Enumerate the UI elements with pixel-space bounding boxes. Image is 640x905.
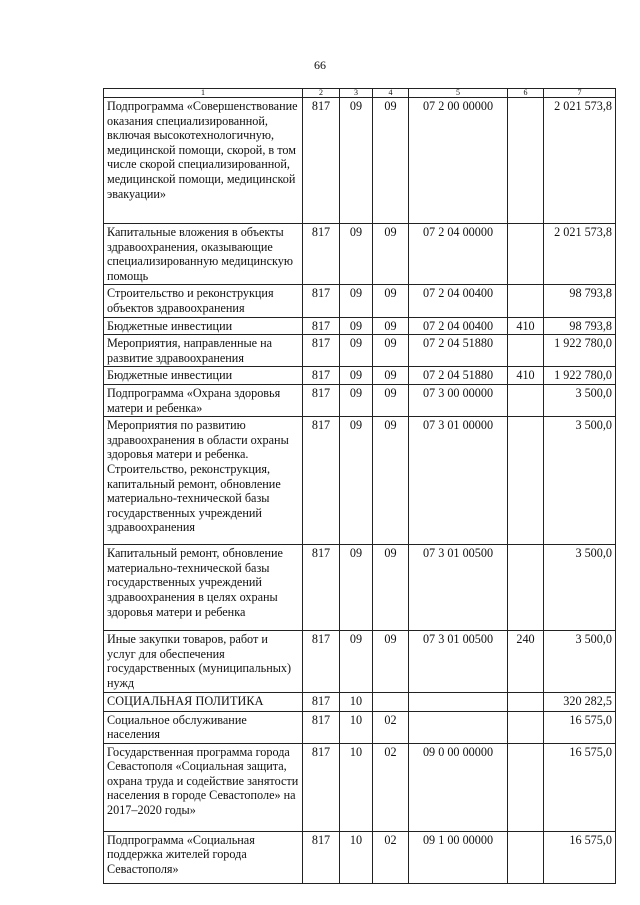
row-name: Мероприятия по развитию здравоохранения в области охраны здоровья матери и ребенка. Строительство, реконструкция, капитальный ремонт, обновление материально-технической базы государственных учреждений здравоохранения bbox=[104, 417, 303, 545]
target-article-code: 07 2 04 00400 bbox=[409, 317, 508, 335]
table-row bbox=[104, 631, 616, 692]
column-number: 5 bbox=[409, 89, 508, 98]
amount: 3 500,0 bbox=[544, 384, 616, 416]
row-name: Социальное обслуживание населения bbox=[104, 711, 303, 743]
table-row bbox=[104, 545, 616, 631]
amount: 98 793,8 bbox=[544, 317, 616, 335]
section-code: 09 bbox=[340, 384, 373, 416]
subsection-code: 09 bbox=[373, 224, 409, 285]
column-number: 1 bbox=[104, 89, 303, 98]
ministry-code: 817 bbox=[303, 367, 340, 385]
ministry-code: 817 bbox=[303, 631, 340, 692]
expense-type-code bbox=[508, 98, 544, 224]
row-name: Подпрограмма «Социальная поддержка жителей города Севастополя» bbox=[104, 831, 303, 883]
amount: 2 021 573,8 bbox=[544, 98, 616, 224]
amount: 1 922 780,0 bbox=[544, 335, 616, 367]
column-number: 7 bbox=[544, 89, 616, 98]
section-code: 09 bbox=[340, 98, 373, 224]
amount: 320 282,5 bbox=[544, 692, 616, 711]
section-code: 10 bbox=[340, 692, 373, 711]
target-article-code: 07 3 01 00000 bbox=[409, 417, 508, 545]
expense-type-code bbox=[508, 692, 544, 711]
section-code: 09 bbox=[340, 285, 373, 317]
expense-type-code bbox=[508, 545, 544, 631]
target-article-code: 07 3 01 00500 bbox=[409, 545, 508, 631]
expense-type-code: 410 bbox=[508, 317, 544, 335]
ministry-code: 817 bbox=[303, 335, 340, 367]
ministry-code: 817 bbox=[303, 545, 340, 631]
ministry-code: 817 bbox=[303, 317, 340, 335]
target-article-code: 07 2 04 51880 bbox=[409, 335, 508, 367]
section-code: 09 bbox=[340, 335, 373, 367]
table-row bbox=[104, 711, 616, 743]
target-article-code bbox=[409, 692, 508, 711]
section-code: 09 bbox=[340, 417, 373, 545]
expense-type-code bbox=[508, 285, 544, 317]
section-code: 09 bbox=[340, 631, 373, 692]
row-name: Бюджетные инвестиции bbox=[104, 317, 303, 335]
table-row bbox=[104, 224, 616, 285]
subsection-code bbox=[373, 692, 409, 711]
table-row bbox=[104, 335, 616, 367]
target-article-code: 07 3 00 00000 bbox=[409, 384, 508, 416]
subsection-code: 09 bbox=[373, 384, 409, 416]
target-article-code: 09 1 00 00000 bbox=[409, 831, 508, 883]
ministry-code: 817 bbox=[303, 831, 340, 883]
row-name: Капитальный ремонт, обновление материально-технической базы государственных учреждений здравоохранения в целях охраны здоровья матери и ребенка bbox=[104, 545, 303, 631]
budget-table bbox=[103, 88, 616, 884]
amount: 1 922 780,0 bbox=[544, 367, 616, 385]
section-code: 10 bbox=[340, 711, 373, 743]
ministry-code: 817 bbox=[303, 285, 340, 317]
target-article-code bbox=[409, 711, 508, 743]
target-article-code: 09 0 00 00000 bbox=[409, 743, 508, 831]
table-row bbox=[104, 417, 616, 545]
row-name: Бюджетные инвестиции bbox=[104, 367, 303, 385]
subsection-code: 02 bbox=[373, 711, 409, 743]
target-article-code: 07 2 04 00000 bbox=[409, 224, 508, 285]
row-name: Мероприятия, направленные на развитие здравоохранения bbox=[104, 335, 303, 367]
table-row bbox=[104, 384, 616, 416]
subsection-code: 09 bbox=[373, 98, 409, 224]
amount: 98 793,8 bbox=[544, 285, 616, 317]
column-number: 6 bbox=[508, 89, 544, 98]
section-code: 09 bbox=[340, 317, 373, 335]
expense-type-code bbox=[508, 384, 544, 416]
ministry-code: 817 bbox=[303, 417, 340, 545]
subsection-code: 09 bbox=[373, 285, 409, 317]
subsection-code: 09 bbox=[373, 317, 409, 335]
amount: 3 500,0 bbox=[544, 631, 616, 692]
row-name: СОЦИАЛЬНАЯ ПОЛИТИКА bbox=[104, 692, 303, 711]
target-article-code: 07 2 00 00000 bbox=[409, 98, 508, 224]
ministry-code: 817 bbox=[303, 384, 340, 416]
amount: 2 021 573,8 bbox=[544, 224, 616, 285]
expense-type-code: 410 bbox=[508, 367, 544, 385]
subsection-code: 09 bbox=[373, 417, 409, 545]
section-code: 09 bbox=[340, 367, 373, 385]
subsection-code: 02 bbox=[373, 831, 409, 883]
page-number: 66 bbox=[314, 58, 326, 72]
expense-type-code bbox=[508, 417, 544, 545]
amount: 16 575,0 bbox=[544, 831, 616, 883]
row-name: Государственная программа города Севастополя «Социальная защита, охрана труда и содействие занятости населения в городе Севастополе» на 2017–2020 годы» bbox=[104, 743, 303, 831]
section-code: 09 bbox=[340, 224, 373, 285]
table-row bbox=[104, 317, 616, 335]
section-code: 10 bbox=[340, 743, 373, 831]
subsection-code: 02 bbox=[373, 743, 409, 831]
target-article-code: 07 3 01 00500 bbox=[409, 631, 508, 692]
subsection-code: 09 bbox=[373, 545, 409, 631]
subsection-code: 09 bbox=[373, 631, 409, 692]
expense-type-code bbox=[508, 335, 544, 367]
ministry-code: 817 bbox=[303, 224, 340, 285]
row-name: Строительство и реконструкция объектов здравоохранения bbox=[104, 285, 303, 317]
ministry-code: 817 bbox=[303, 743, 340, 831]
target-article-code: 07 2 04 51880 bbox=[409, 367, 508, 385]
amount: 3 500,0 bbox=[544, 417, 616, 545]
column-number: 2 bbox=[303, 89, 340, 98]
table-row bbox=[104, 98, 616, 224]
amount: 16 575,0 bbox=[544, 743, 616, 831]
expense-type-code bbox=[508, 711, 544, 743]
ministry-code: 817 bbox=[303, 711, 340, 743]
amount: 3 500,0 bbox=[544, 545, 616, 631]
target-article-code: 07 2 04 00400 bbox=[409, 285, 508, 317]
table-row bbox=[104, 367, 616, 385]
ministry-code: 817 bbox=[303, 692, 340, 711]
amount: 16 575,0 bbox=[544, 711, 616, 743]
expense-type-code bbox=[508, 224, 544, 285]
column-number: 4 bbox=[373, 89, 409, 98]
row-name: Подпрограмма «Совершенствование оказания специализированной, включая высокотехнологичную, медицинской помощи, скорой, в том числе скорой специализированной, медицинской помощи, медицинской эвакуации» bbox=[104, 98, 303, 224]
expense-type-code bbox=[508, 831, 544, 883]
column-number: 3 bbox=[340, 89, 373, 98]
expense-type-code: 240 bbox=[508, 631, 544, 692]
table-row bbox=[104, 285, 616, 317]
subsection-code: 09 bbox=[373, 367, 409, 385]
ministry-code: 817 bbox=[303, 98, 340, 224]
table-row bbox=[104, 692, 616, 711]
column-number-row bbox=[104, 89, 616, 98]
table-row bbox=[104, 743, 616, 831]
row-name: Капитальные вложения в объекты здравоохранения, оказывающие специализированную медицинскую помощь bbox=[104, 224, 303, 285]
section-code: 10 bbox=[340, 831, 373, 883]
row-name: Иные закупки товаров, работ и услуг для обеспечения государственных (муниципальных) нужд bbox=[104, 631, 303, 692]
subsection-code: 09 bbox=[373, 335, 409, 367]
table-row bbox=[104, 831, 616, 883]
row-name: Подпрограмма «Охрана здоровья матери и ребенка» bbox=[104, 384, 303, 416]
section-code: 09 bbox=[340, 545, 373, 631]
expense-type-code bbox=[508, 743, 544, 831]
